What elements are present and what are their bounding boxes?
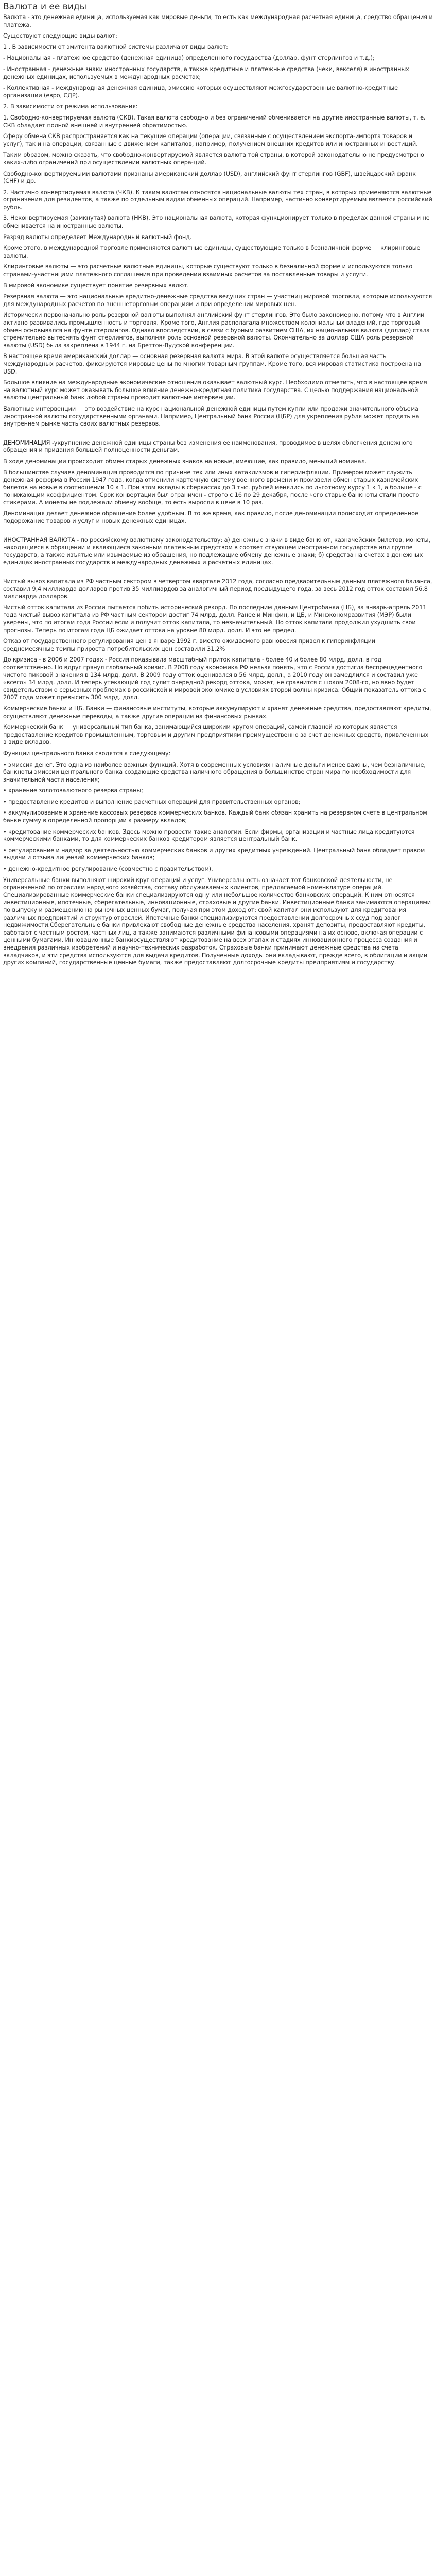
paragraph: До кризиса - в 2006 и 2007 годах - Россия показывала масштабный приток капитала - более 40 и более 80 млрд. долл. в год соответственно. Но вдруг грянул глобальный кризис. В 2008 году экономика РФ нельзя понять, что с Россия достигла беспрецедентного чистого пиковой значения в 134 млрд. долл. В 2009 году отток оценивался в 56 млрд. долл., а 2010 году он замедлился и составил уже «всего» 34 млрд. долл. И теперь утекающий год сулит очередной рекорд оттока, может, не сравнится с шоком 2008-го, но явно будет свидетельством о серьезных проблемах в российской и мировой экономике в условиях второй волны кризиса. Общий показатель оттока с 2007 года может превысить 300 млрд. долл.: [3, 656, 426, 701]
paragraph: - Национальная - платежное средство (денежная единица) определенного государства (доллар, фунт стерлингов и т.д.);: [3, 55, 375, 62]
paragraph: Разряд валюты определяет Международный валютный фонд.: [3, 233, 192, 241]
paragraph: • кредитование коммерческих банков. Здесь можно провести такие аналогии. Если фирмы, организации и частные лица кредитуются коммерческими банками, то для коммерческих банков кредитором является центральный банк.: [3, 828, 415, 843]
paragraph: - Коллективная - международная денежная единица, эмиссию которых осуществляют межгосударственные валютно-кредитные организации (евро, СДР).: [3, 84, 398, 99]
paragraph: • хранение золотовалютного резерва страны;: [3, 787, 143, 794]
paragraph: ДЕНОМИНАЦИЯ -укрупнение денежной единицы страны без изменения ее наименования, проводимое в целях облегчения денежного обращения и придания большей полноценности деньгам.: [3, 439, 413, 454]
paragraph: Таким образом, можно сказать, что свободно-конвертируемой является валюта той страны, в которой законодательно не предусмотрено каких-либо ограничений при осуществлении валютных опера-ций.: [3, 151, 424, 166]
paragraph: Коммерческий банк — универсальный тип банка, занимающийся широким кругом операций, самой главной из которых является предоставление кредитов промышленным, торговым и другим предприятиям преимущественно за счет денежных средств, привлеченных в виде вкладов.: [3, 724, 429, 746]
paragraph: Универсальные банки выполняют широкий круг операций и услуг. Универсальность означает тот банковской деятельности, не ограниченной по отраслям народного хозяйства, составу обслуживаемых клиентов, предлагаемой номенклатуре операций. Специализированные коммерческие банки специализируются одну или небольшое количество банковских операций. К ним относятся инвестиционные, ипотечные, сберегательные, инновационные, страховые и другие банки. Инвестиционные банки занимаются операциями по выпуску и размещению на рыночных ценных бумаг, получая при этом доход от: свой капитал они используют для кредитования различных предприятий и структур отраслей. Ипотечные банки специализируются предоставлении долгосрочных ссуд под залог недвижимости.Сберегательные банки привлекают свободные денежные средства населения, хранят депозиты, предоставляют кредиты, работают с частным ростом, частных лиц, а также занимаются различными финансовыми операциями на их основе, включая операции с ценными бумагами. Инновационные банкиосуществляют кредитование на всех этапах и стадиях инновационного процесса создания и внедрения различных изобретений и научно-технических разработок. Страховые банки принимают денежные средства на счета вкладчиков, и эти средства используются для выдачи кредитов. Полученные доходы они вкладывают, прежде всего, в облигации и акции других компаний, государственные ценные бумаги, также предоставляют долгосрочные кредиты предприятиям и государству.: [3, 876, 431, 967]
paragraph: Функции центрального банка сводятся к следующему:: [3, 750, 171, 757]
paragraph: Сферу обмена СКВ распространяется как на текущие операции (операции, связанные с осуществлением экспорта-импорта товаров и услуг), так и на операции, связанные с движением капиталов, например, получением внешних кредитов или иностранных инвестиций.: [3, 133, 418, 147]
paragraph: Большое влияние на международные экономические отношения оказывает валютный курс. Необходимо отметить, что в настоящее время на валютный курс может оказывать большое влияние денежно-кредитная политика государства. С целью поддержания национальной валюты центральный банк любой страны проводит валютные интервенции.: [3, 379, 427, 401]
paragraph: • предоставление кредитов и выполнение расчетных операций для правительственных органов;: [3, 798, 301, 805]
paragraph: Резервная валюта — это национальные кредитно-денежные средства ведущих стран — участниц мировой торговли, которые используются для международных расчетов по внешнеторговым операциям и при определении мировых цен.: [3, 293, 432, 308]
paragraph: 2. В зависимости от режима использования:: [3, 103, 138, 110]
paragraph: • регулирование и надзор за деятельностью коммерческих банков и других кредитных учреждений. Центральный банк обладает правом выдачи и отзыва лицензий коммерческих банков;: [3, 846, 425, 861]
document-page: [0, 0, 436, 967]
paragraph: В большинстве случаев деноминация проводится по причине тех или иных катаклизмов и гиперинфляции. Примером может служить денежная реформа в России 1947 года, когда отменили карточную систему военного времени и произвели обмен старых казначейских билетов на новые в соотношении 10 к 1. При этом вклады в сберкассах до 3 тыс. рублей менялись по льготному курсу 1 к 1, а больше - с понижающим коэффициентом. Срок конвертации был ограничен - строго с 16 по 29 декабря, после чего старые банкноты стали просто стикерами. А монеты не подлежали обмену вообще, то есть выросли в цене в 10 раз.: [3, 469, 422, 506]
paragraph: В настоящее время американский доллар — основная резервная валюта мира. В этой валюте осуществляется большая часть международных расчетов, фиксируются мировые цены по многим товарным группам. Кроме того, вся мировая статистика построена на USD.: [3, 353, 422, 375]
paragraph: Исторически первоначально роль резервной валюты выполнял английский фунт стерлингов. Это было закономерно, потому что в Англии активно развивались промышленность и торговля. Кроме того, Англия располагала множеством колониальных владений, где торговый обмен основывался на фунте стерлингов. Однако впоследствии, в связи с бурным развитием США, их национальная валюта (доллар) стала стремительно вытеснять фунт стерлингов, выполняя роль основной резервной валюты. Окончательно за доллар США роль резервной валюты (USD) была закреплена в 1944 г. на Бреттон-Вудской конференции.: [3, 312, 430, 349]
paragraph: • эмиссия денег. Это одна из наиболее важных функций. Хотя в современных условиях наличные деньги менее важны, чем безналичные, банкноты эмиссии центрального банка создающие средства наличного обращения в большинстве стран мира по необходимости для значительной части населения;: [3, 761, 426, 783]
paragraph: ИНОСТРАННАЯ ВАЛЮТА - по российскому валютному законодательству: а) денежные знаки в виде банкнот, казначейских билетов, монеты, находящиеся в обращении и являющиеся законным платежным средством в соответ ствующем иностранном государстве или группе государств, а также изъятые или изымаемые из обращения, но подлежащие обмену денежные знаки; б) средства на счетах в денежных единицах иностранных государств и международных денежных и расчетных единицах.: [3, 536, 430, 566]
paragraph: • аккумулирование и хранение кассовых резервов коммерческих банков. Каждый банк обязан хранить на резервном счете в центральном банке сумму в определенной пропорции к размеру вкладов;: [3, 809, 427, 824]
paragraph: Отказ от государственного регулирования цен в январе 1992 г. вместо ожидаемого равновесия привел к гиперинфляции — среднемесячные темпы прироста потребительских цен составили 31,2%: [3, 638, 383, 652]
paragraph: В мировой экономике существует понятие резервных валют.: [3, 282, 189, 289]
paragraph: В ходе деноминации происходит обмен старых денежных знаков на новые, имеющие, как правило, меньший номинал.: [3, 457, 367, 465]
paragraph: Валютные интервенции — это воздействие на курс национальной денежной единицы путем купли или продажи значительного объема иностранной валюты государственными органами. Например, Центральный банк России (ЦБР) для укрепления рубля может продать на внутреннем рынке часть своих валютных резервов.: [3, 405, 420, 428]
paragraph: 1 . В зависимости от эмитента валютной системы различают виды валют:: [3, 43, 228, 50]
paragraph: Клиринговые валюты — это расчетные валютные единицы, которые существуют только в безналичной форме и используются только странами-участницами платежного соглашения при проведении взаимных расчетов за поставленные товары и услуги.: [3, 263, 413, 278]
paragraph: Чистый отток капитала из России пытается побить исторический рекорд. По последним данным Центробанка (ЦБ), за январь-апрель 2011 года чистый вывоз капитала из РФ частным сектором достиг 74 млрд. долл. Ранее и Минфин, и ЦБ, и Минэкономразвития (МЭР) были уверены, что по итогам года России если и получит отток капитала, то незначительный. Но отток капитала продолжил ухудшить свои прогнозы. Теперь по итогам года ЦБ ожидает оттока на уровне 80 млрд. долл. И это не предел.: [3, 604, 427, 634]
paragraph: Существуют следующие виды валют:: [3, 32, 117, 40]
document-body: [3, 14, 433, 967]
paragraph: - Иностранная - денежные знаки иностранных государств, а также кредитные и платежные средства (чеки, векселя) в иностранных денежных единицах, используемых в международных расчетах;: [3, 65, 409, 80]
paragraph: 1. Свободно-конвертируемая валюта (СКВ). Такая валюта свободно и без ограничений обменивается на другие иностранные валюты, т. е. СКВ обладает полной внешней и внутренней обратимостью.: [3, 114, 426, 129]
paragraph: Чистый вывоз капитала из РФ частным сектором в четвертом квартале 2012 года, согласно предварительным данным платежного баланса, составил 9,4 миллиарда долларов против 35 миллиардов за аналогичный период предыдущего года, за весь 2012 год отток составил 56,8 миллиарда долларов.: [3, 578, 432, 600]
paragraph: Валюта - это денежная единица, используемая как мировые деньги, то есть как международная расчетная единица, средство обращения и платежа.: [3, 14, 433, 28]
page-title: Валюта и ее виды: [3, 2, 86, 12]
paragraph: Коммерческие банки и ЦБ. Банки — финансовые институты, которые аккумулируют и хранят денежные средства, предоставляют кредиты, осуществляют денежные переводы, а также другие операции на финансовых рынках.: [3, 705, 431, 720]
paragraph: • денежно-кредитное регулирование (совместно с правительством).: [3, 866, 213, 873]
paragraph: Свободно-конвертируемыми валютами признаны американский доллар (USD), английский фунт стерлингов (GBF), швейцарский франк (CHF) и др.: [3, 170, 416, 185]
paragraph: 2. Частично конвертируемая валюта (ЧКВ). К таким валютам относятся национальные валюты тех стран, в которых применяются валютные ограничения для резидентов, а также по отдельным видам обменных операций. Например, частично конвертируемым является российский рубль.: [3, 189, 432, 211]
paragraph: 3. Неконвертируемая (замкнутая) валюта (НКВ). Это национальная валюта, которая функционирует только в пределах данной страны и не обменивается на иностранные валюты.: [3, 215, 430, 230]
paragraph: Кроме этого, в международной торговле применяются валютные единицы, существующие только в безналичной форме — клиринговые валюты.: [3, 245, 421, 259]
paragraph: Деноминация делает денежное обращение более удобным. В то же время, как правило, после деноминации происходит определенное подорожание товаров и услуг и новых денежных единицах.: [3, 510, 418, 525]
